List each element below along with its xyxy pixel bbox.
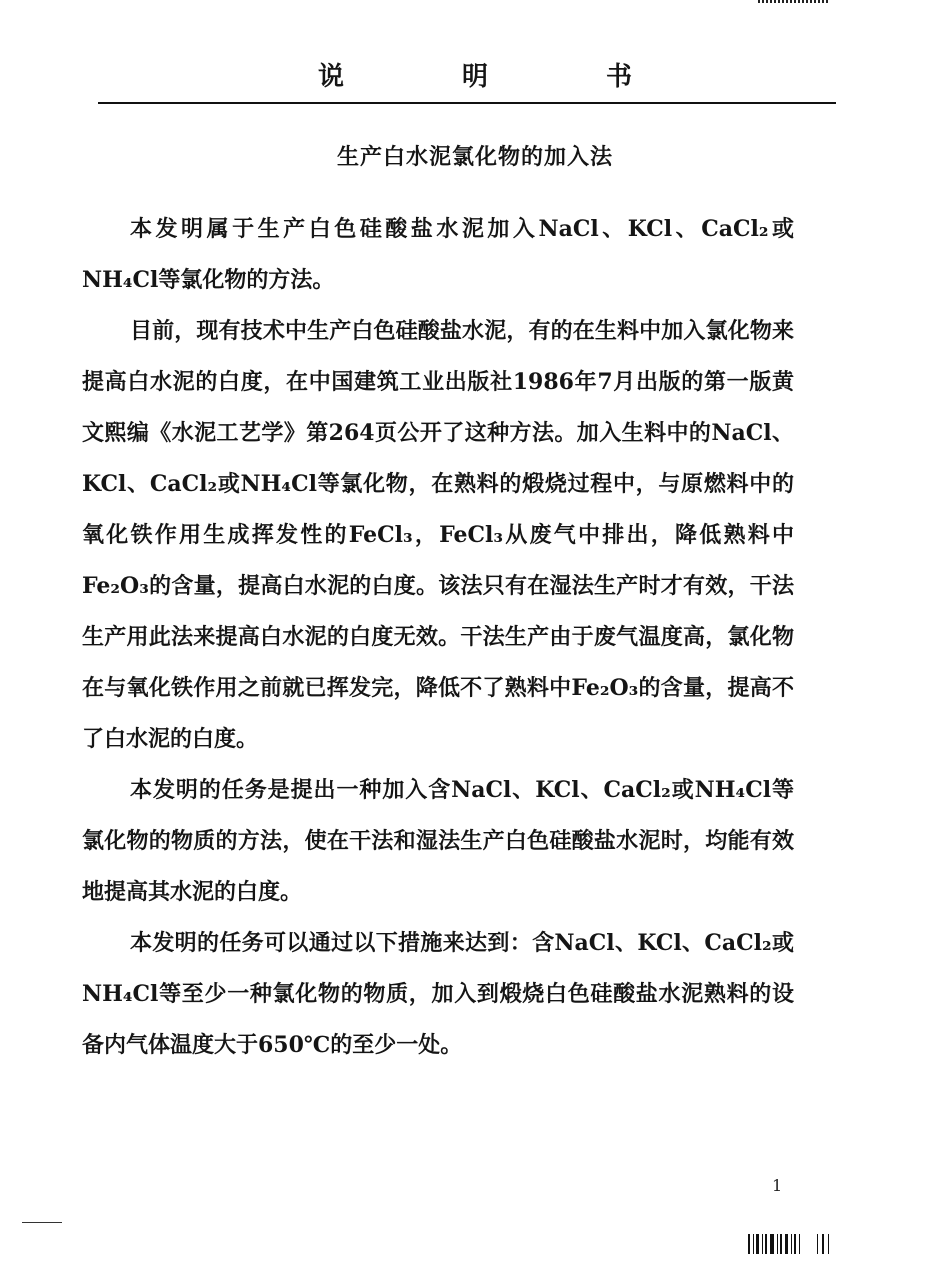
header-divider: [98, 102, 836, 104]
paragraph-2: 目前，现有技术中生产白色硅酸盐水泥，有的在生料中加入氯化物来提高白水泥的白度，在中国建筑工业出版社1986年7月出版的第一版黄文熙编《水泥工艺学》第264页公开了这种方法。加入生料中的NaCl、KCl、CaCl₂或NH₄Cl等氯化物，在熟料的煅烧过程中，与原燃料中的氧化铁作用生成挥发性的FeCl₃，FeCl₃从废气中排出，降低熟料中Fe₂O₃的含量，提高白水泥的白度。该法只有在湿法生产时才有效，干法生产用此法来提高白水泥的白度无效。干法生产由于废气温度高，氯化物在与氧化铁作用之前就已挥发完，降低不了熟料中Fe₂O₃的含量，提高不了白水泥的白度。: [82, 318, 794, 752]
paragraph-4: 本发明的任务可以通过以下措施来达到：含NaCl、KCl、CaCl₂或NH₄Cl等至少一种氯化物的物质，加入到煅烧白色硅酸盐水泥熟料的设备内气体温度大于650℃的至少一处。: [82, 930, 794, 1058]
document-title: 生产白水泥氯化物的加入法: [336, 144, 613, 170]
paragraph-1: 本发明属于生产白色硅酸盐水泥加入NaCl、KCl、CaCl₂或NH₄Cl等氯化物的方法。: [82, 216, 794, 293]
document-body: [82, 204, 794, 1071]
scan-mark-left: [22, 1222, 62, 1223]
scan-mark-top: [758, 0, 830, 3]
page-mark: 1: [772, 1176, 783, 1195]
header-title: 说明书: [317, 62, 750, 92]
barcode-mark: [748, 1234, 832, 1254]
paragraph-3: 本发明的任务是提出一种加入含NaCl、KCl、CaCl₂或NH₄Cl等氯化物的物质的方法，使在干法和湿法生产白色硅酸盐水泥时，均能有效地提高其水泥的白度。: [82, 777, 794, 905]
